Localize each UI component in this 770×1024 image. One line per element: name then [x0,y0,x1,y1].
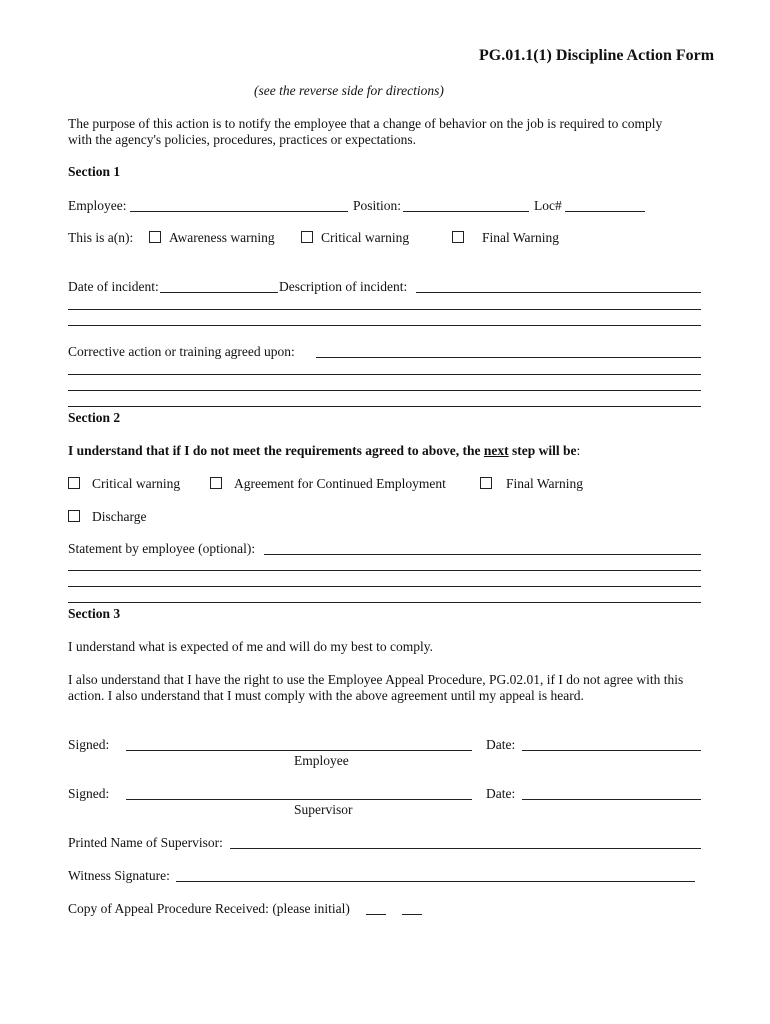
critical-warning-label: Critical warning [321,230,410,245]
section-3-heading: Section 3 [68,606,121,621]
next-final-warning-checkbox[interactable] [480,477,492,489]
employee-statement-line-2[interactable] [68,570,701,571]
form-title: PG.01.1(1) Discipline Action Form [479,47,715,64]
description-line-3[interactable] [68,325,701,326]
employee-date-label: Date: [486,737,516,752]
next-step-colon: : [576,443,581,458]
employee-label: Employee: [68,198,127,213]
next-step-text-pre: I understand that if I do not meet the requirements agreed to above, the [68,443,484,458]
awareness-warning-label: Awareness warning [169,230,275,245]
corrective-action-label: Corrective action or training agreed upon: [68,344,295,359]
printed-name-field[interactable] [230,848,701,849]
employee-statement-label: Statement by employee (optional): [68,541,256,556]
position-field[interactable] [403,211,529,212]
intro-line-1: The purpose of this action is to notify the employee that a change of behavior on the job is required to comply [68,116,663,131]
section-2-heading: Section 2 [68,410,121,425]
next-step-statement [68,443,580,459]
critical-warning-checkbox[interactable] [301,231,313,243]
employee-date-field[interactable] [522,750,701,751]
loc-label: Loc# [534,198,562,213]
intro-line-2: with the agency's policies, procedures, practices or expectations. [68,132,417,147]
next-step-underlined: next [483,443,509,458]
employee-signed-label: Signed: [68,737,110,752]
supervisor-signature-field[interactable] [126,799,472,800]
date-of-incident-field[interactable] [160,292,278,293]
continued-employment-checkbox[interactable] [210,477,222,489]
corrective-line-3[interactable] [68,390,701,391]
directions-note: (see the reverse side for directions) [254,83,444,98]
discharge-label: Discharge [92,509,147,524]
employee-statement-line-3[interactable] [68,586,701,587]
witness-label: Witness Signature: [68,868,170,883]
corrective-action-field[interactable] [316,357,701,358]
employee-field[interactable] [130,211,348,212]
corrective-line-2[interactable] [68,374,701,375]
corrective-line-4[interactable] [68,406,701,407]
final-warning-label: Final Warning [482,230,560,245]
initial-field-1[interactable] [366,914,386,915]
final-warning-checkbox[interactable] [452,231,464,243]
loc-field[interactable] [565,211,645,212]
understand-statement: I understand what is expected of me and will do my best to comply. [68,639,434,654]
employee-signature-field[interactable] [126,750,472,751]
discharge-checkbox[interactable] [68,510,80,522]
employee-statement-line-4[interactable] [68,602,701,603]
description-field[interactable] [416,292,701,293]
supervisor-date-label: Date: [486,786,516,801]
next-critical-warning-label: Critical warning [92,476,181,491]
next-final-warning-label: Final Warning [506,476,584,491]
continued-employment-label: Agreement for Continued Employment [234,476,446,491]
position-label: Position: [353,198,402,213]
description-label: Description of incident: [279,279,408,294]
description-line-2[interactable] [68,309,701,310]
appeal-line-1: I also understand that I have the right to use the Employee Appeal Procedure, PG.02.01, if I do not agree with this [68,672,684,687]
witness-signature-field[interactable] [176,881,695,882]
printed-name-label: Printed Name of Supervisor: [68,835,223,850]
supervisor-caption: Supervisor [294,802,353,817]
employee-caption: Employee [294,753,349,768]
warning-type-label: This is a(n): [68,230,134,245]
date-of-incident-label: Date of incident: [68,279,159,294]
appeal-line-2: action. I also understand that I must comply with the above agreement until my appeal is heard. [68,688,584,703]
next-critical-warning-checkbox[interactable] [68,477,80,489]
copy-received-label: Copy of Appeal Procedure Received: (please initial) [68,901,350,916]
initial-field-2[interactable] [402,914,422,915]
supervisor-date-field[interactable] [522,799,701,800]
supervisor-signed-label: Signed: [68,786,110,801]
employee-statement-field[interactable] [264,554,701,555]
next-step-text-post: step will be [508,443,577,458]
awareness-warning-checkbox[interactable] [149,231,161,243]
section-1-heading: Section 1 [68,164,121,179]
